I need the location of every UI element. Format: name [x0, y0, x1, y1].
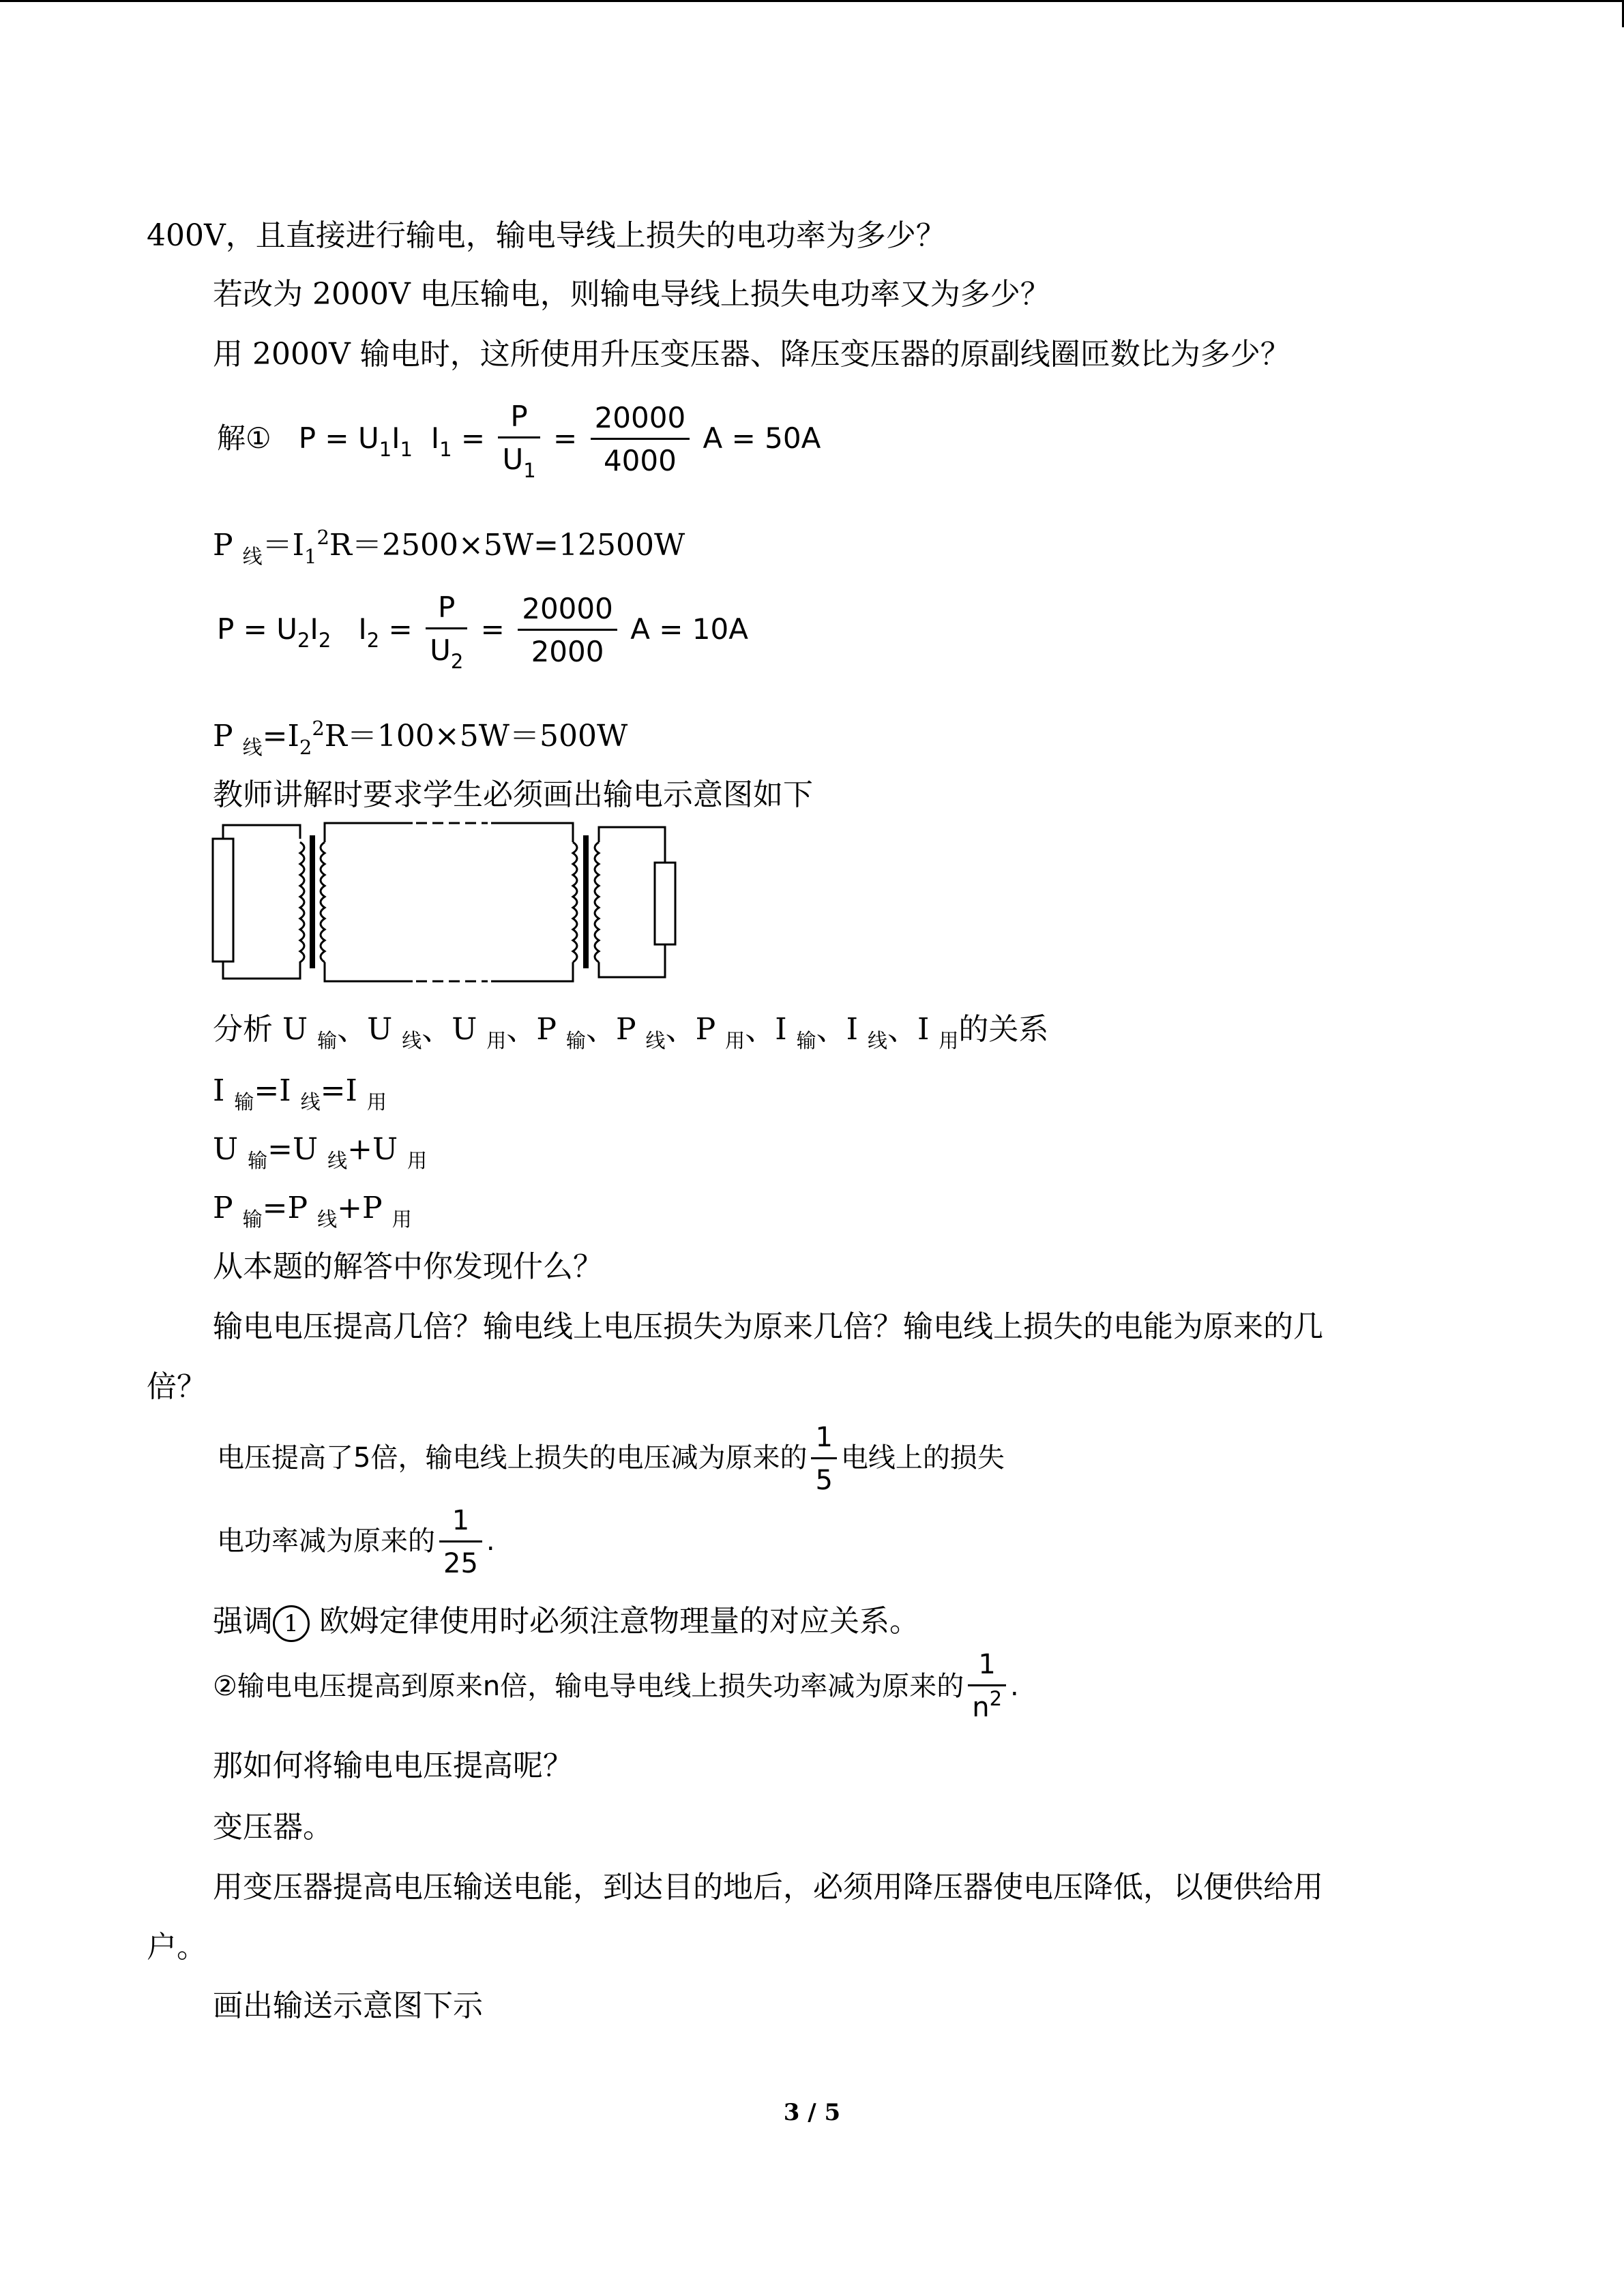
step-down-secondary-coil	[595, 842, 599, 962]
step-up-primary-coil	[300, 842, 304, 962]
line-top-right	[491, 823, 573, 842]
formula-1: 解① $P = U_1I_1$ $I_1$ = $\frac{P}{U_1}$ = $\frac{20000}{4000}$ A = 50A	[217, 394, 821, 486]
circled-one: 1	[273, 1605, 310, 1642]
question-line-b: 倍？	[147, 1369, 207, 1404]
how-question: 那如何将输电电压提高呢？	[213, 1748, 573, 1783]
find-question: 从本题的解答中你发现什么？	[213, 1249, 603, 1284]
line-top-left	[325, 823, 413, 842]
step-up-core	[310, 835, 315, 968]
transformer-answer: 变压器。	[213, 1810, 333, 1845]
emphasis-2: ②输电电压提高到原来n倍，输电导电线上损失功率减为原来的 $\frac{1}{n^2}$ .	[213, 1645, 1019, 1731]
step-down-core	[583, 835, 589, 968]
generator-element	[213, 839, 233, 961]
text-line-1: 400V，且直接进行输电，输电导线上损失的电功率为多少？	[147, 218, 946, 253]
source-wire-top	[223, 825, 300, 839]
transmission-diagram	[205, 815, 696, 989]
paragraph-line-a: 用变压器提高电压输送电能，到达目的地后，必须用降压器使电压降低，以便供给用	[213, 1870, 1323, 1905]
power-relation: P $_输$=P $_线$+P $_用$	[213, 1191, 412, 1231]
formula-2: $P = U_2I_2$ $I_2$ = $\frac{P}{U_2}$ = $\frac{20000}{2000}$ A = 10A	[217, 585, 748, 676]
step-down-primary-coil	[573, 842, 577, 962]
page-border-top	[0, 0, 1624, 2]
step-up-secondary-coil	[321, 842, 325, 962]
text-line-3: 用 2000V 输电时，这所使用升压变压器、降压变压器的原副线圈匝数比为多少？	[213, 337, 1290, 372]
current-relation: I $_输$=I $_线$=I $_用$	[213, 1073, 387, 1114]
fraction-1-over-5: $\frac{1}{5}$	[811, 1418, 836, 1502]
paragraph-line-b: 户。	[147, 1930, 207, 1965]
line-bottom-left	[325, 962, 413, 981]
answer-line-1: 电压提高了5倍，输电线上损失的电压减为原来的 $\frac{1}{5}$ 电线上的损失	[217, 1417, 1005, 1502]
fraction-1-over-n-squared: $\frac{1}{n^2}$	[968, 1645, 1006, 1731]
fraction-1-over-25: $\frac{1}{25}$	[439, 1501, 482, 1585]
fraction-p-over-u1: $\frac{P}{U_1}$	[498, 397, 540, 483]
fraction-p-over-u2: $\frac{P}{U_2}$	[426, 588, 467, 674]
p-line-loss-2: P $_线=I_2^2R=100\times 5W=500W$	[213, 717, 628, 759]
source-wire-bottom	[223, 961, 300, 979]
page-number: 3 / 5	[783, 2099, 841, 2126]
solution-label: 解①	[217, 421, 271, 455]
load-wire-top	[599, 827, 665, 863]
fraction-20000-over-4000: $\frac{20000}{4000}$	[591, 398, 690, 482]
analysis-line: 分析 U $_输$、U $_线$、U $_用$、P $_输$、P $_线$、P $_用$、I $_输$、I $_线$、I $_用$的关系	[213, 1012, 1049, 1052]
answer-line-2: 电功率减为原来的 $\frac{1}{25}$ .	[217, 1500, 495, 1585]
fraction-20000-over-2000: $\frac{20000}{2000}$	[518, 589, 617, 673]
load-resistor	[655, 863, 675, 944]
emphasis-1: 强调 1 欧姆定律使用时必须注意物理量的对应关系。	[213, 1602, 919, 1642]
teacher-instruction: 教师讲解时要求学生必须画出输电示意图如下	[213, 777, 813, 812]
load-wire-bottom	[599, 944, 665, 977]
text-line-2: 若改为 2000V 电压输电，则输电导线上损失电功率又为多少？	[213, 277, 1050, 312]
voltage-relation: U $_输$=U $_线$+U $_用$	[213, 1132, 428, 1172]
question-line-a: 输电电压提高几倍？输电线上电压损失为原来几倍？输电线上损失的电能为原来的几	[213, 1309, 1323, 1344]
line-bottom-right	[491, 962, 573, 981]
draw-instruction: 画出输送示意图下示	[213, 1988, 483, 2023]
p-line-loss-1: P $_线=I_1^2R=2500\times 5W=12500W$	[213, 526, 685, 568]
